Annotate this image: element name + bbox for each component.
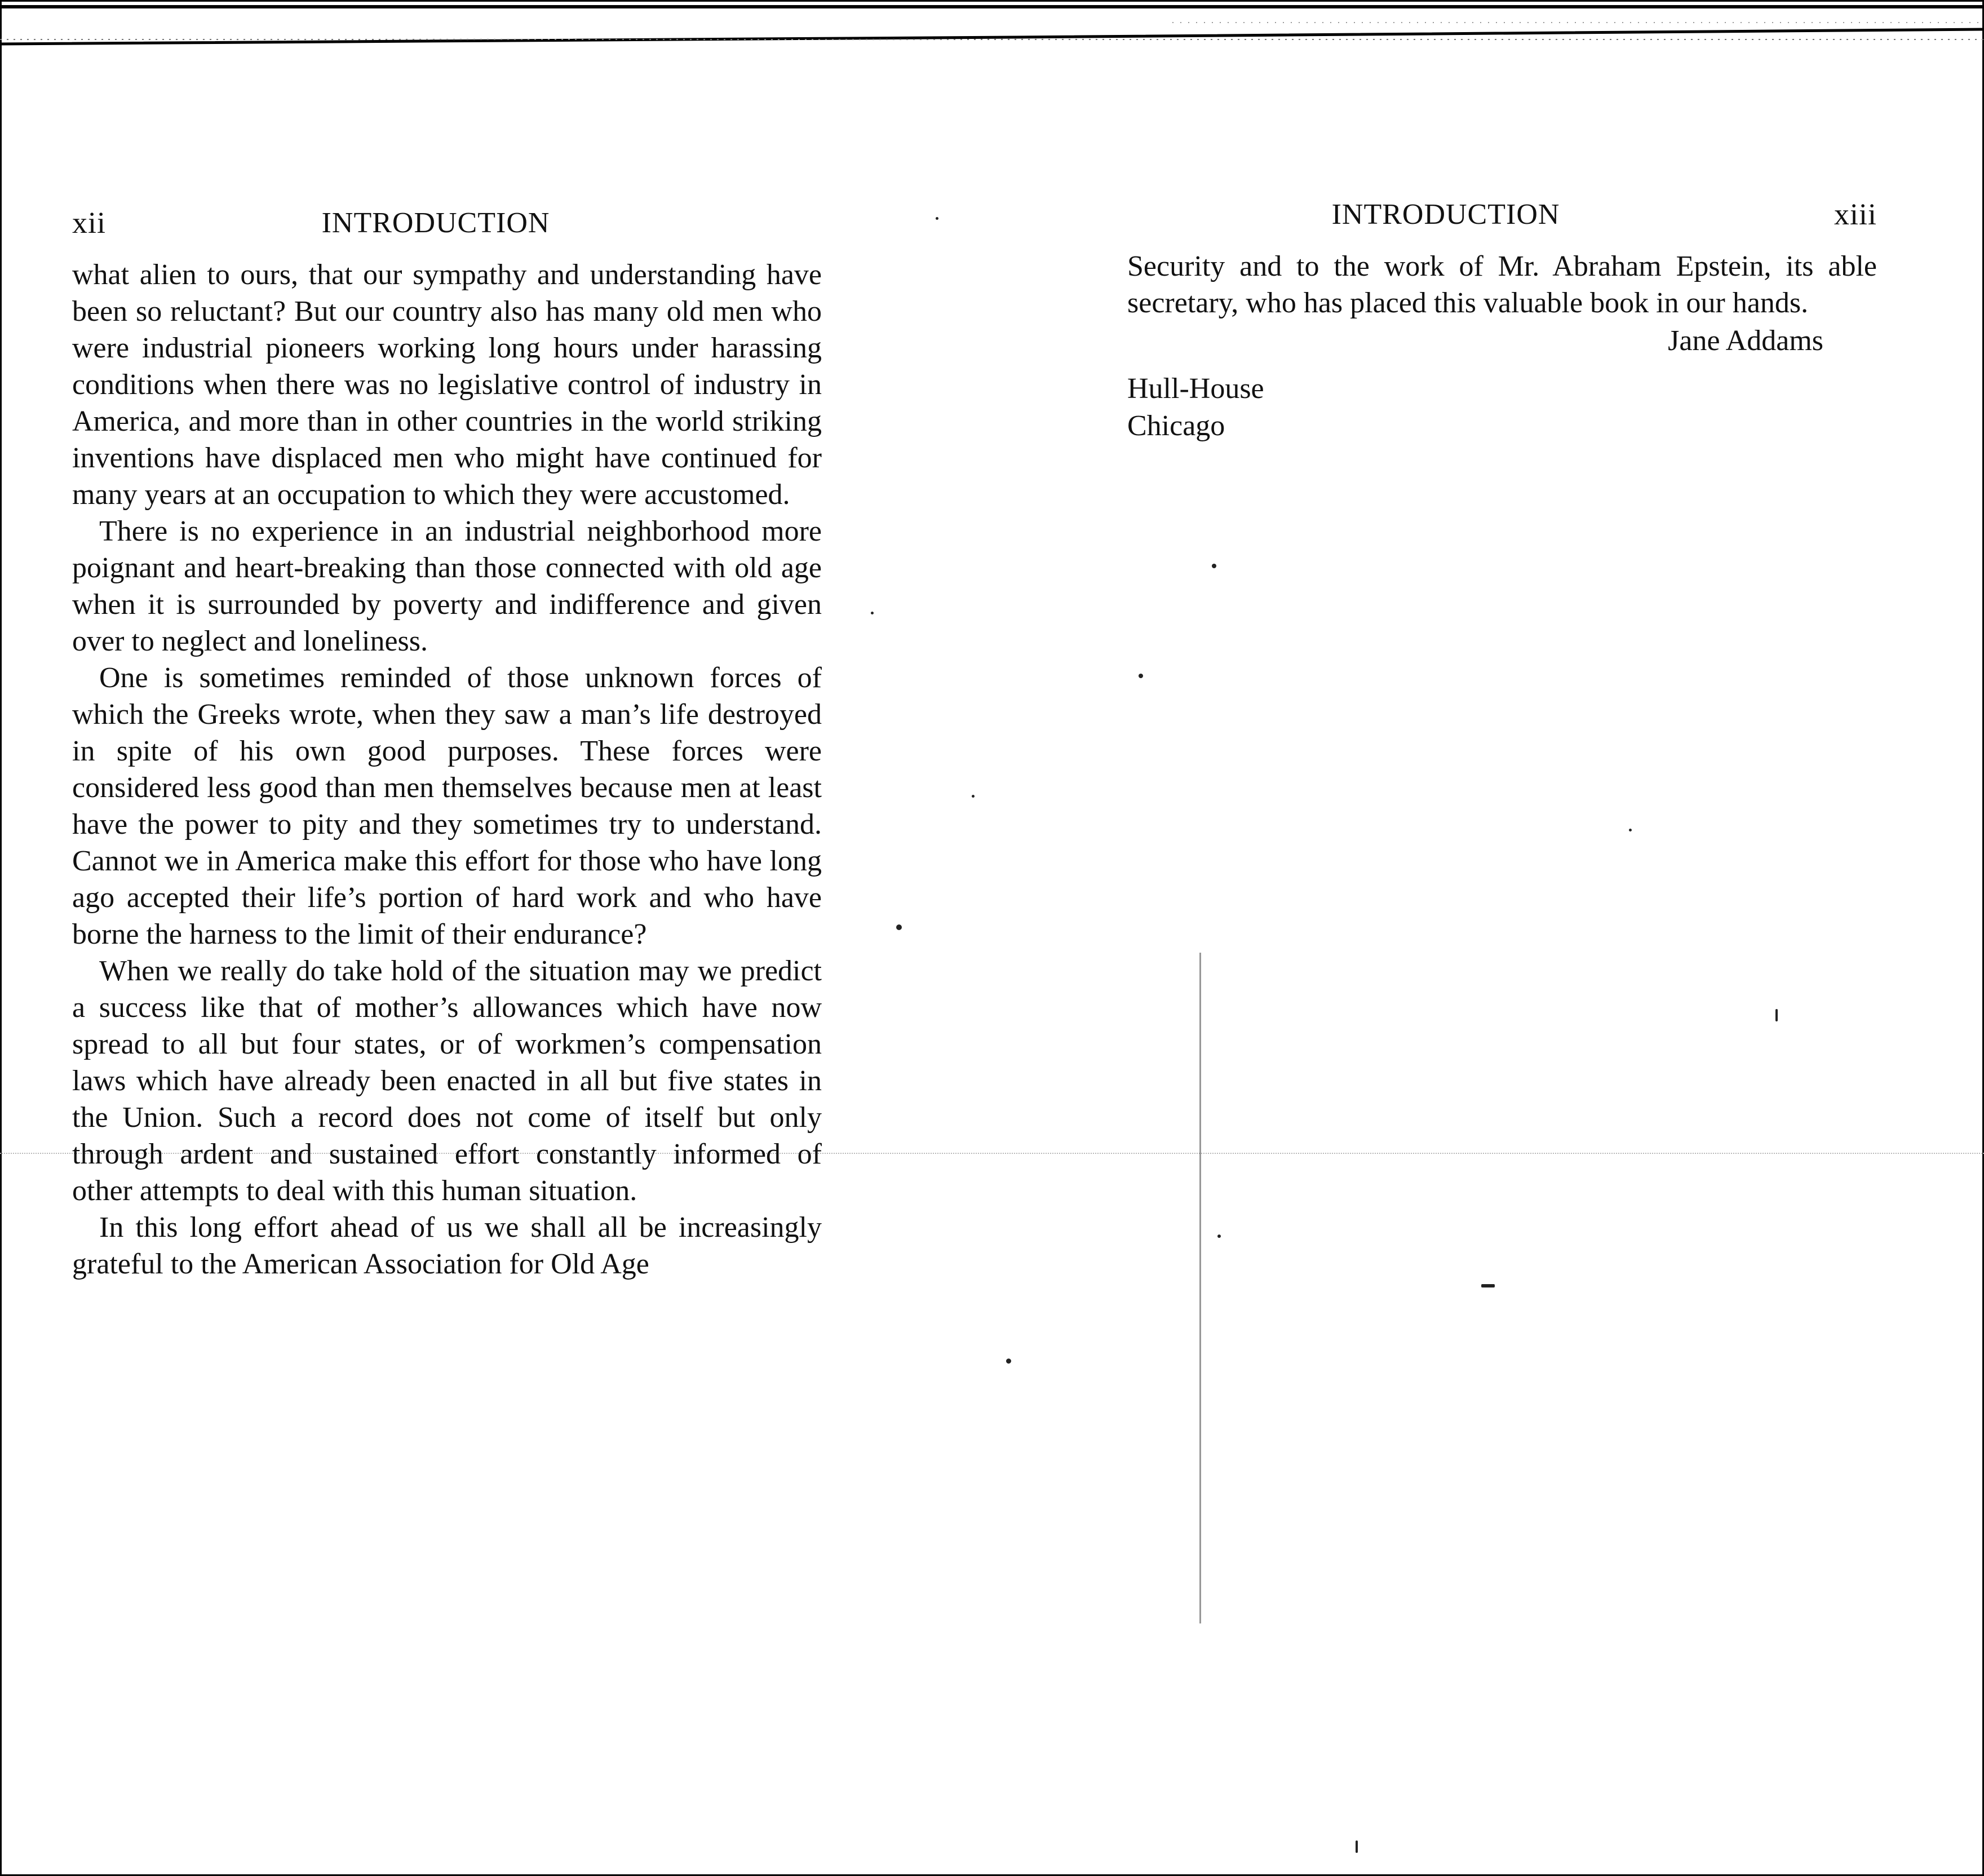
place-line: Hull-House [1127,373,1264,405]
running-head [72,194,822,256]
speck [1629,829,1632,831]
paragraph: Security and to the work of Mr. Abraham Epstein, its able secretary, who has placed this valuable book in our hands. [1127,250,1877,319]
paragraph: what alien to ours, that our sympathy and understanding have been so reluctant? But our country also has many old men who were industrial pioneers working long hours under harassing conditions when there was no legislative control of industry in America, and more than in other countries in the world striking inventions have displaced men who might have continued for many years at an occupation to which they were accustomed. [72,259,822,511]
speck [972,795,975,798]
running-head-title: INTRODUCTION [1331,198,1560,231]
speck [1356,1840,1358,1853]
speck [1775,1009,1778,1021]
speck [1217,1235,1221,1238]
running-head-title: INTRODUCTION [321,207,550,239]
place-line: Chicago [1127,410,1225,442]
speck [1481,1284,1495,1287]
page-number: xiii [1834,197,1877,231]
right-page [1127,186,1877,445]
speck [1006,1359,1011,1364]
page-number: xii [72,206,107,240]
gutter-line [1199,953,1201,1623]
speck [1139,674,1143,678]
paragraph: There is no experience in an industrial neighborhood more poignant and heart-breaking than those connected with old age when it is surrounded by poverty and indifference and given over to neglect and loneliness. [72,515,822,657]
paragraph: When we really do take hold of the situation may we predict a success like that of mother’s allowances which have now spread to all but four states, or of workmen’s compensation laws which have already been enacted in all but five states in the Union. Such a record does not come of itself but only through ardent and sustained effort constantly informed of other attempts to deal with this human situation. [72,955,822,1207]
speck [936,217,938,220]
paragraph: One is sometimes reminded of those unknown forces of which the Greeks wrote, when they saw a man’s life destroyed in spite of his own good purposes. These forces were considered less good than men themselves because men at least have the power to pity and they sometimes try to understand. Cannot we in America make this effort for those who have long ago accepted their life’s portion of hard work and who have borne the harness to the limit of their endurance? [72,662,822,950]
speck [1212,564,1216,568]
place [1127,370,1877,445]
speck [896,924,902,930]
torn-top-edge [0,0,1984,51]
running-head [1127,186,1877,248]
signature: Jane Addams [1668,325,1823,357]
left-page [72,194,822,1282]
paragraph: In this long effort ahead of us we shall all be increasingly grateful to the American Association for Old Age [72,1211,822,1280]
speck [871,612,874,614]
